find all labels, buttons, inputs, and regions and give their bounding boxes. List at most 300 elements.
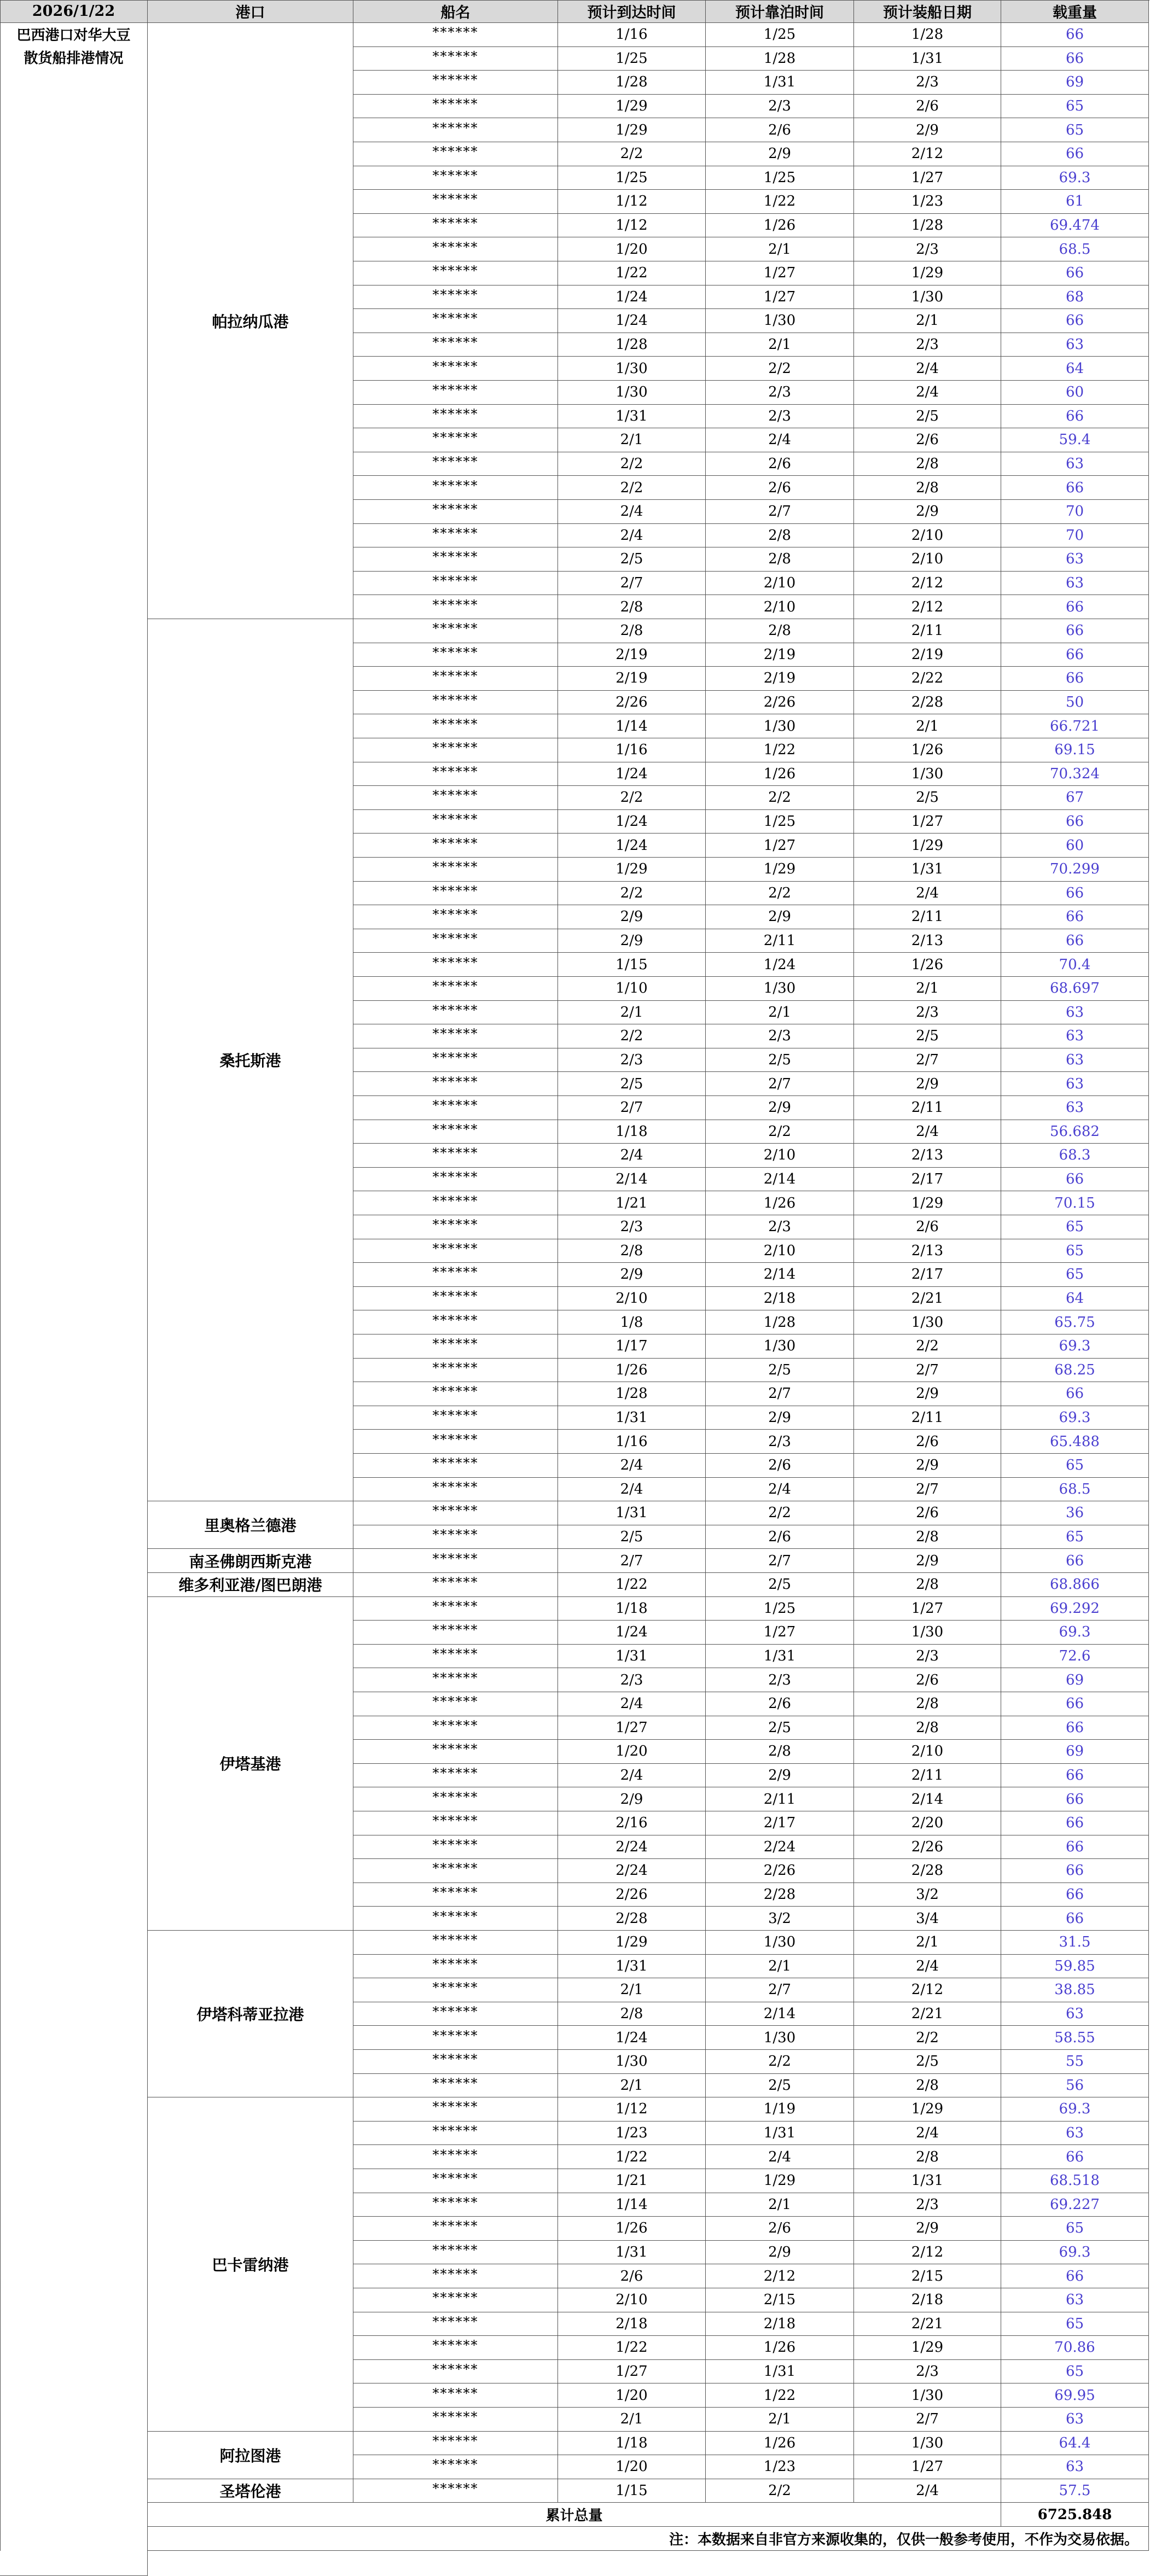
report-title-block bbox=[0, 23, 148, 2576]
ship-name: ****** bbox=[353, 166, 558, 190]
ship-name: ****** bbox=[353, 2312, 558, 2336]
ship-name: ****** bbox=[353, 1835, 558, 1860]
ship-name: ****** bbox=[353, 1096, 558, 1120]
loading-date: 2/8 bbox=[854, 2145, 1001, 2169]
berthing-date: 1/27 bbox=[706, 285, 854, 310]
loading-date: 2/6 bbox=[854, 1668, 1001, 1692]
ship-name: ****** bbox=[353, 405, 558, 429]
deadweight-value: 60 bbox=[1001, 381, 1149, 405]
eta-date: 1/12 bbox=[558, 190, 706, 214]
eta-date: 1/16 bbox=[558, 1430, 706, 1454]
loading-date: 2/6 bbox=[854, 1501, 1001, 1525]
berthing-date: 2/8 bbox=[706, 547, 854, 572]
berthing-date: 2/26 bbox=[706, 1859, 854, 1883]
deadweight-value: 70.324 bbox=[1001, 762, 1149, 786]
eta-date: 2/14 bbox=[558, 1168, 706, 1192]
deadweight-value: 66 bbox=[1001, 1549, 1149, 1573]
deadweight-value: 66 bbox=[1001, 905, 1149, 929]
deadweight-value: 63 bbox=[1001, 1072, 1149, 1096]
ship-name: ****** bbox=[353, 2336, 558, 2360]
berthing-date: 2/10 bbox=[706, 572, 854, 596]
loading-date: 2/6 bbox=[854, 1430, 1001, 1454]
berthing-date: 1/31 bbox=[706, 1645, 854, 1669]
eta-date: 1/30 bbox=[558, 381, 706, 405]
eta-date: 2/4 bbox=[558, 524, 706, 548]
deadweight-value: 69 bbox=[1001, 1740, 1149, 1764]
deadweight-value: 66 bbox=[1001, 47, 1149, 71]
deadweight-value: 63 bbox=[1001, 452, 1149, 476]
eta-date: 2/4 bbox=[558, 1764, 706, 1788]
eta-date: 2/1 bbox=[558, 1001, 706, 1025]
ship-name: ****** bbox=[353, 500, 558, 524]
loading-date: 2/4 bbox=[854, 1120, 1001, 1144]
eta-date: 2/3 bbox=[558, 1215, 706, 1239]
ship-name: ****** bbox=[353, 2193, 558, 2217]
berthing-date: 2/9 bbox=[706, 1764, 854, 1788]
deadweight-value: 65 bbox=[1001, 118, 1149, 142]
loading-date: 2/12 bbox=[854, 572, 1001, 596]
eta-date: 1/24 bbox=[558, 1621, 706, 1645]
eta-date: 1/20 bbox=[558, 2383, 706, 2408]
ship-name: ****** bbox=[353, 1740, 558, 1764]
berthing-date: 1/26 bbox=[706, 1191, 854, 1215]
ship-name: ****** bbox=[353, 2169, 558, 2193]
berthing-date: 2/6 bbox=[706, 1525, 854, 1549]
berthing-date: 2/19 bbox=[706, 667, 854, 691]
ship-name: ****** bbox=[353, 2097, 558, 2122]
ship-name: ****** bbox=[353, 547, 558, 572]
deadweight-value: 66 bbox=[1001, 309, 1149, 333]
loading-date: 2/21 bbox=[854, 1287, 1001, 1311]
ship-name: ****** bbox=[353, 1239, 558, 1263]
deadweight-value: 65 bbox=[1001, 1263, 1149, 1287]
eta-date: 2/1 bbox=[558, 428, 706, 452]
eta-date: 2/1 bbox=[558, 1978, 706, 2002]
loading-date: 2/6 bbox=[854, 95, 1001, 119]
loading-date: 2/13 bbox=[854, 1144, 1001, 1168]
ship-name: ****** bbox=[353, 1072, 558, 1096]
eta-date: 1/20 bbox=[558, 237, 706, 261]
eta-date: 2/2 bbox=[558, 786, 706, 810]
loading-date: 2/8 bbox=[854, 2074, 1001, 2098]
deadweight-value: 69.3 bbox=[1001, 1334, 1149, 1359]
berthing-date: 2/8 bbox=[706, 524, 854, 548]
deadweight-value: 66 bbox=[1001, 23, 1149, 47]
eta-date: 1/31 bbox=[558, 1955, 706, 1979]
ship-name: ****** bbox=[353, 1645, 558, 1669]
deadweight-value: 70.299 bbox=[1001, 858, 1149, 882]
eta-date: 2/4 bbox=[558, 1692, 706, 1716]
berthing-date: 2/2 bbox=[706, 357, 854, 381]
loading-date: 1/31 bbox=[854, 47, 1001, 71]
eta-date: 1/24 bbox=[558, 2026, 706, 2050]
eta-date: 1/21 bbox=[558, 1191, 706, 1215]
ship-name: ****** bbox=[353, 333, 558, 357]
berthing-date: 2/14 bbox=[706, 1168, 854, 1192]
eta-date: 2/19 bbox=[558, 667, 706, 691]
ship-name: ****** bbox=[353, 95, 558, 119]
eta-date: 2/4 bbox=[558, 1144, 706, 1168]
loading-date: 2/7 bbox=[854, 1048, 1001, 1073]
berthing-date: 3/2 bbox=[706, 1907, 854, 1931]
loading-date: 2/3 bbox=[854, 2360, 1001, 2384]
deadweight-value: 66 bbox=[1001, 1764, 1149, 1788]
berthing-date: 1/26 bbox=[706, 214, 854, 238]
loading-date: 1/31 bbox=[854, 2169, 1001, 2193]
deadweight-value: 66 bbox=[1001, 1168, 1149, 1192]
berthing-date: 2/10 bbox=[706, 595, 854, 619]
deadweight-value: 68.25 bbox=[1001, 1359, 1149, 1383]
loading-date: 1/23 bbox=[854, 190, 1001, 214]
ship-name: ****** bbox=[353, 381, 558, 405]
ship-name: ****** bbox=[353, 1001, 558, 1025]
deadweight-value: 68.866 bbox=[1001, 1573, 1149, 1597]
eta-date: 1/18 bbox=[558, 1597, 706, 1621]
berthing-date: 2/11 bbox=[706, 1787, 854, 1811]
ship-name: ****** bbox=[353, 1144, 558, 1168]
loading-date: 2/6 bbox=[854, 428, 1001, 452]
deadweight-value: 66 bbox=[1001, 929, 1149, 953]
loading-date: 1/30 bbox=[854, 1310, 1001, 1334]
eta-date: 2/6 bbox=[558, 2264, 706, 2288]
loading-date: 1/27 bbox=[854, 2455, 1001, 2479]
eta-date: 1/29 bbox=[558, 858, 706, 882]
loading-date: 2/6 bbox=[854, 1215, 1001, 1239]
ship-name: ****** bbox=[353, 691, 558, 715]
berthing-date: 1/30 bbox=[706, 1334, 854, 1359]
ship-name: ****** bbox=[353, 1716, 558, 1740]
berthing-date: 2/9 bbox=[706, 1406, 854, 1430]
deadweight-value: 66 bbox=[1001, 1835, 1149, 1860]
port-name-6: 伊塔科蒂亚拉港 bbox=[148, 1931, 353, 2097]
berthing-date: 2/7 bbox=[706, 1549, 854, 1573]
ship-name: ****** bbox=[353, 1334, 558, 1359]
eta-date: 1/31 bbox=[558, 1501, 706, 1525]
eta-date: 1/14 bbox=[558, 714, 706, 738]
ship-name: ****** bbox=[353, 1382, 558, 1406]
header-port: 港口 bbox=[148, 0, 353, 23]
deadweight-value: 65 bbox=[1001, 2360, 1149, 2384]
berthing-date: 1/26 bbox=[706, 2336, 854, 2360]
loading-date: 2/4 bbox=[854, 1955, 1001, 1979]
berthing-date: 2/6 bbox=[706, 476, 854, 500]
berthing-date: 1/31 bbox=[706, 2122, 854, 2146]
ship-name: ****** bbox=[353, 810, 558, 834]
berthing-date: 2/2 bbox=[706, 2479, 854, 2503]
loading-date: 2/13 bbox=[854, 1239, 1001, 1263]
deadweight-value: 66 bbox=[1001, 2145, 1149, 2169]
ship-name: ****** bbox=[353, 1621, 558, 1645]
loading-date: 2/10 bbox=[854, 547, 1001, 572]
berthing-date: 1/28 bbox=[706, 1310, 854, 1334]
loading-date: 2/2 bbox=[854, 1334, 1001, 1359]
berthing-date: 2/19 bbox=[706, 643, 854, 667]
berthing-date: 1/30 bbox=[706, 1931, 854, 1955]
loading-date: 1/30 bbox=[854, 2432, 1001, 2456]
ship-name: ****** bbox=[353, 1215, 558, 1239]
berthing-date: 2/17 bbox=[706, 1811, 854, 1835]
ship-name: ****** bbox=[353, 2074, 558, 2098]
loading-date: 2/11 bbox=[854, 1764, 1001, 1788]
eta-date: 1/20 bbox=[558, 1740, 706, 1764]
berthing-date: 2/5 bbox=[706, 1048, 854, 1073]
berthing-date: 1/26 bbox=[706, 762, 854, 786]
loading-date: 2/22 bbox=[854, 667, 1001, 691]
deadweight-value: 68.5 bbox=[1001, 1478, 1149, 1502]
deadweight-value: 59.85 bbox=[1001, 1955, 1149, 1979]
ship-name: ****** bbox=[353, 1597, 558, 1621]
berthing-date: 2/15 bbox=[706, 2288, 854, 2312]
eta-date: 2/7 bbox=[558, 1096, 706, 1120]
deadweight-value: 66 bbox=[1001, 142, 1149, 166]
header-ship-name: 船名 bbox=[353, 0, 558, 23]
deadweight-value: 70.86 bbox=[1001, 2336, 1149, 2360]
loading-date: 3/2 bbox=[854, 1883, 1001, 1907]
deadweight-value: 70.4 bbox=[1001, 953, 1149, 977]
deadweight-value: 66 bbox=[1001, 810, 1149, 834]
loading-date: 2/8 bbox=[854, 1692, 1001, 1716]
eta-date: 1/24 bbox=[558, 285, 706, 310]
berthing-date: 2/7 bbox=[706, 1978, 854, 2002]
loading-date: 2/3 bbox=[854, 333, 1001, 357]
header-loading: 预计装船日期 bbox=[854, 0, 1001, 23]
loading-date: 2/8 bbox=[854, 476, 1001, 500]
total-label: 累计总量 bbox=[148, 2503, 1001, 2527]
loading-date: 2/7 bbox=[854, 2408, 1001, 2432]
deadweight-value: 66 bbox=[1001, 1907, 1149, 1931]
loading-date: 2/12 bbox=[854, 1978, 1001, 2002]
berthing-date: 1/30 bbox=[706, 309, 854, 333]
ship-name: ****** bbox=[353, 1024, 558, 1048]
deadweight-value: 66 bbox=[1001, 1692, 1149, 1716]
loading-date: 2/8 bbox=[854, 1525, 1001, 1549]
loading-date: 2/8 bbox=[854, 1716, 1001, 1740]
deadweight-value: 72.6 bbox=[1001, 1645, 1149, 1669]
loading-date: 2/20 bbox=[854, 1811, 1001, 1835]
eta-date: 1/22 bbox=[558, 1573, 706, 1597]
berthing-date: 2/1 bbox=[706, 1955, 854, 1979]
ship-name: ****** bbox=[353, 1668, 558, 1692]
deadweight-value: 63 bbox=[1001, 333, 1149, 357]
loading-date: 2/4 bbox=[854, 357, 1001, 381]
loading-date: 2/11 bbox=[854, 905, 1001, 929]
ship-name: ****** bbox=[353, 1573, 558, 1597]
berthing-date: 2/4 bbox=[706, 1478, 854, 1502]
berthing-date: 2/1 bbox=[706, 237, 854, 261]
ship-name: ****** bbox=[353, 1263, 558, 1287]
berthing-date: 2/1 bbox=[706, 1001, 854, 1025]
deadweight-value: 36 bbox=[1001, 1501, 1149, 1525]
deadweight-value: 56.682 bbox=[1001, 1120, 1149, 1144]
eta-date: 2/7 bbox=[558, 572, 706, 596]
berthing-date: 2/3 bbox=[706, 95, 854, 119]
eta-date: 2/7 bbox=[558, 1549, 706, 1573]
ship-name: ****** bbox=[353, 667, 558, 691]
deadweight-value: 68.518 bbox=[1001, 2169, 1149, 2193]
ship-name: ****** bbox=[353, 476, 558, 500]
deadweight-value: 69.3 bbox=[1001, 2097, 1149, 2122]
deadweight-value: 65.75 bbox=[1001, 1310, 1149, 1334]
eta-date: 2/5 bbox=[558, 1525, 706, 1549]
deadweight-value: 31.5 bbox=[1001, 1931, 1149, 1955]
header-deadweight: 载重量 bbox=[1001, 0, 1149, 23]
berthing-date: 2/2 bbox=[706, 2050, 854, 2074]
deadweight-value: 55 bbox=[1001, 2050, 1149, 2074]
berthing-date: 2/2 bbox=[706, 1120, 854, 1144]
ship-name: ****** bbox=[353, 23, 558, 47]
ship-name: ****** bbox=[353, 1406, 558, 1430]
ship-name: ****** bbox=[353, 47, 558, 71]
deadweight-value: 64.4 bbox=[1001, 2432, 1149, 2456]
deadweight-value: 65 bbox=[1001, 2217, 1149, 2241]
loading-date: 2/10 bbox=[854, 1740, 1001, 1764]
deadweight-value: 38.85 bbox=[1001, 1978, 1149, 2002]
loading-date: 1/27 bbox=[854, 1597, 1001, 1621]
loading-date: 2/9 bbox=[854, 1549, 1001, 1573]
ship-name: ****** bbox=[353, 1907, 558, 1931]
eta-date: 1/29 bbox=[558, 95, 706, 119]
berthing-date: 2/4 bbox=[706, 2145, 854, 2169]
eta-date: 2/10 bbox=[558, 1287, 706, 1311]
loading-date: 1/29 bbox=[854, 834, 1001, 858]
ship-name: ****** bbox=[353, 524, 558, 548]
ship-name: ****** bbox=[353, 762, 558, 786]
deadweight-value: 66 bbox=[1001, 667, 1149, 691]
deadweight-value: 66 bbox=[1001, 2264, 1149, 2288]
ship-name: ****** bbox=[353, 2026, 558, 2050]
berthing-date: 2/5 bbox=[706, 2074, 854, 2098]
ship-name: ****** bbox=[353, 1859, 558, 1883]
ship-name: ****** bbox=[353, 1359, 558, 1383]
eta-date: 1/22 bbox=[558, 2145, 706, 2169]
eta-date: 1/26 bbox=[558, 1359, 706, 1383]
berthing-date: 1/31 bbox=[706, 2360, 854, 2384]
deadweight-value: 66 bbox=[1001, 595, 1149, 619]
ship-name: ****** bbox=[353, 2383, 558, 2408]
ship-name: ****** bbox=[353, 977, 558, 1001]
eta-date: 1/16 bbox=[558, 738, 706, 762]
deadweight-value: 66 bbox=[1001, 643, 1149, 667]
ship-name: ****** bbox=[353, 1978, 558, 2002]
ship-name: ****** bbox=[353, 882, 558, 906]
ship-name: ****** bbox=[353, 2050, 558, 2074]
ship-name: ****** bbox=[353, 71, 558, 95]
loading-date: 1/29 bbox=[854, 2097, 1001, 2122]
deadweight-value: 68.5 bbox=[1001, 237, 1149, 261]
berthing-date: 2/3 bbox=[706, 405, 854, 429]
deadweight-value: 63 bbox=[1001, 572, 1149, 596]
eta-date: 1/18 bbox=[558, 2432, 706, 2456]
deadweight-value: 69.95 bbox=[1001, 2383, 1149, 2408]
ship-name: ****** bbox=[353, 452, 558, 476]
ship-name: ****** bbox=[353, 1692, 558, 1716]
eta-date: 2/4 bbox=[558, 1454, 706, 1478]
deadweight-value: 63 bbox=[1001, 2288, 1149, 2312]
loading-date: 2/26 bbox=[854, 1835, 1001, 1860]
loading-date: 1/26 bbox=[854, 738, 1001, 762]
berthing-date: 2/3 bbox=[706, 381, 854, 405]
deadweight-value: 69 bbox=[1001, 71, 1149, 95]
deadweight-value: 66 bbox=[1001, 405, 1149, 429]
berthing-date: 1/30 bbox=[706, 714, 854, 738]
eta-date: 2/8 bbox=[558, 595, 706, 619]
loading-date: 1/30 bbox=[854, 762, 1001, 786]
loading-date: 2/9 bbox=[854, 1072, 1001, 1096]
ship-name: ****** bbox=[353, 2479, 558, 2503]
deadweight-value: 65 bbox=[1001, 1525, 1149, 1549]
eta-date: 1/24 bbox=[558, 762, 706, 786]
berthing-date: 1/19 bbox=[706, 2097, 854, 2122]
loading-date: 2/11 bbox=[854, 1096, 1001, 1120]
ship-name: ****** bbox=[353, 1811, 558, 1835]
eta-date: 2/24 bbox=[558, 1859, 706, 1883]
loading-date: 1/30 bbox=[854, 285, 1001, 310]
port-name-5: 伊塔基港 bbox=[148, 1597, 353, 1931]
loading-date: 2/8 bbox=[854, 1573, 1001, 1597]
berthing-date: 1/28 bbox=[706, 47, 854, 71]
deadweight-value: 66.721 bbox=[1001, 714, 1149, 738]
eta-date: 1/15 bbox=[558, 953, 706, 977]
loading-date: 2/19 bbox=[854, 643, 1001, 667]
eta-date: 1/24 bbox=[558, 810, 706, 834]
ship-name: ****** bbox=[353, 2288, 558, 2312]
loading-date: 2/10 bbox=[854, 524, 1001, 548]
berthing-date: 2/12 bbox=[706, 2264, 854, 2288]
ship-name: ****** bbox=[353, 1764, 558, 1788]
berthing-date: 2/5 bbox=[706, 1359, 854, 1383]
port-name-2: 里奥格兰德港 bbox=[148, 1501, 353, 1549]
ship-name: ****** bbox=[353, 285, 558, 310]
loading-date: 2/15 bbox=[854, 2264, 1001, 2288]
ship-name: ****** bbox=[353, 572, 558, 596]
ship-name: ****** bbox=[353, 1478, 558, 1502]
berthing-date: 2/18 bbox=[706, 1287, 854, 1311]
eta-date: 1/24 bbox=[558, 309, 706, 333]
loading-date: 2/3 bbox=[854, 237, 1001, 261]
loading-date: 2/3 bbox=[854, 1001, 1001, 1025]
eta-date: 1/21 bbox=[558, 2169, 706, 2193]
deadweight-value: 63 bbox=[1001, 1096, 1149, 1120]
loading-date: 1/29 bbox=[854, 1191, 1001, 1215]
berthing-date: 2/7 bbox=[706, 1072, 854, 1096]
berthing-date: 2/9 bbox=[706, 905, 854, 929]
loading-date: 1/28 bbox=[854, 23, 1001, 47]
loading-date: 2/1 bbox=[854, 714, 1001, 738]
port-name-1: 桑托斯港 bbox=[148, 619, 353, 1501]
ship-name: ****** bbox=[353, 2217, 558, 2241]
eta-date: 2/2 bbox=[558, 452, 706, 476]
ship-name: ****** bbox=[353, 309, 558, 333]
deadweight-value: 65 bbox=[1001, 1215, 1149, 1239]
deadweight-value: 66 bbox=[1001, 261, 1149, 285]
eta-date: 1/8 bbox=[558, 1310, 706, 1334]
loading-date: 2/1 bbox=[854, 309, 1001, 333]
ship-name: ****** bbox=[353, 1120, 558, 1144]
loading-date: 2/28 bbox=[854, 1859, 1001, 1883]
loading-date: 2/21 bbox=[854, 2002, 1001, 2026]
ship-name: ****** bbox=[353, 738, 558, 762]
loading-date: 2/3 bbox=[854, 1645, 1001, 1669]
loading-date: 2/12 bbox=[854, 595, 1001, 619]
deadweight-value: 63 bbox=[1001, 2002, 1149, 2026]
berthing-date: 1/27 bbox=[706, 261, 854, 285]
eta-date: 1/30 bbox=[558, 2050, 706, 2074]
ship-name: ****** bbox=[353, 2241, 558, 2265]
berthing-date: 2/3 bbox=[706, 1430, 854, 1454]
berthing-date: 2/7 bbox=[706, 1382, 854, 1406]
ship-name: ****** bbox=[353, 142, 558, 166]
eta-date: 1/17 bbox=[558, 1334, 706, 1359]
